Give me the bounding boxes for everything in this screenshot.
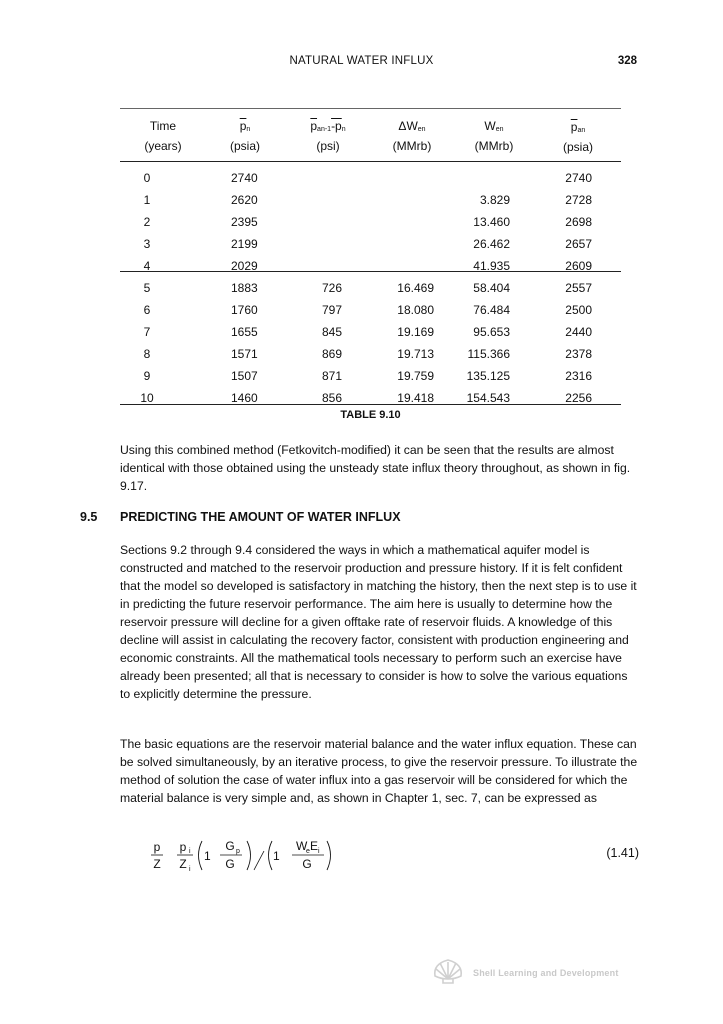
cell-pn: 2199 (231, 237, 258, 251)
eq-g-b: G (302, 857, 312, 871)
cell-pn: 1760 (231, 303, 258, 317)
col-header-pn (222, 116, 268, 156)
table-header-rule (120, 161, 621, 162)
pa-subscript: a (317, 126, 321, 133)
eq-zi-symbol: Z (179, 857, 187, 871)
material-balance-equation (150, 834, 350, 878)
eq-ei-subscript: i (318, 848, 320, 855)
col-header-pressure-drop (296, 116, 360, 156)
cell-time: 5 (143, 281, 151, 295)
cell-delta-we: 16.469 (397, 281, 434, 295)
eq-pi-subscript: i (189, 848, 191, 855)
cell-time: 3 (143, 237, 151, 251)
cell-pressure-drop: 797 (321, 303, 342, 317)
cell-delta-we: 19.759 (397, 369, 434, 383)
cell-time: 9 (143, 369, 151, 383)
shell-logo-icon (431, 956, 465, 986)
pn-subscript: n (246, 126, 251, 133)
page-header-title: NATURAL WATER INFLUX (289, 55, 434, 67)
cell-pa: 2698 (565, 215, 592, 229)
cell-pa: 2657 (565, 237, 592, 251)
cell-pn: 2740 (231, 171, 258, 185)
eq-gp-subscript: p (236, 848, 240, 855)
pa-n-subscript: a (577, 127, 582, 134)
cell-pn: 2395 (231, 215, 258, 229)
eq-we-symbol: W (296, 839, 308, 853)
we-subscript: e (495, 126, 500, 133)
paragraph-basic-equations: The basic equations are the reservoir material balance and the water influx equation. These can be solved simultaneously, by an iterative process, to give the reservoir pressure. To illustrate the method of solution the case of water influx into a gas reservoir will be considered for which the material balance is very simple and, as shown in Chapter 1, sec. 7, can be expressed as (120, 737, 638, 805)
cell-time: 8 (143, 347, 151, 361)
delta-we-subscript: e (417, 126, 422, 133)
cell-pa: 2557 (565, 281, 592, 295)
cell-time: 10 (140, 391, 154, 405)
cell-pn: 1883 (231, 281, 258, 295)
cell-pa: 2740 (565, 171, 592, 185)
eq-lhs-denominator: Z (153, 857, 161, 871)
cell-we: 95.653 (473, 325, 510, 339)
col-header-pa (552, 117, 604, 157)
equation-number: (1.41) (606, 846, 639, 860)
p-subscript: n (341, 126, 346, 133)
we-symbol: W (484, 119, 496, 133)
col-header-delta-we-unit: (MMrb) (392, 139, 432, 153)
cell-pressure-drop: 856 (321, 391, 342, 405)
section-number: 9.5 (80, 510, 98, 524)
delta-we-subsubscript: n (421, 126, 426, 133)
cell-we: 135.125 (466, 369, 510, 383)
pa-n-subsubscript: n (581, 127, 586, 134)
eq-one-a: 1 (204, 849, 211, 863)
col-header-pa-unit: (psia) (562, 140, 593, 154)
eq-one-b: 1 (273, 849, 280, 863)
cell-pa: 2378 (565, 347, 592, 361)
col-header-delta-we (384, 116, 440, 156)
cell-pressure-drop: 726 (321, 281, 342, 295)
cell-we: 154.543 (466, 391, 510, 405)
cell-we: 76.484 (473, 303, 510, 317)
footer-brand-text: Shell Learning and Development (473, 968, 619, 978)
pa-subsubscript: n-1 (320, 126, 332, 133)
cell-time: 2 (143, 215, 151, 229)
table-bottom-rule (120, 404, 621, 405)
cell-pressure-drop: 869 (321, 347, 342, 361)
cell-delta-we: 18.080 (397, 303, 434, 317)
minus-p-symbol: -p (331, 119, 342, 133)
cell-time: 4 (143, 259, 151, 273)
cell-pa: 2440 (565, 325, 592, 339)
eq-ei-symbol: E (310, 839, 319, 853)
cell-pn: 1507 (231, 369, 258, 383)
cell-pn: 1655 (231, 325, 258, 339)
cell-we: 3.829 (479, 193, 510, 207)
col-header-time-unit: (years) (144, 139, 182, 153)
col-header-time (130, 116, 196, 156)
col-header-time-label: Time (149, 119, 177, 133)
cell-pa: 2256 (565, 391, 592, 405)
cell-delta-we: 19.418 (397, 391, 434, 405)
paragraph-predicting-influx: Sections 9.2 through 9.4 considered the ways in which a mathematical aquifer model is constructed and matched to the reservoir production and pressure history. If it is felt confident that the model so developed is satisfactory in matching the history, then the next step is to use it in predicting the future reservoir performance. The aim here is usually to determine how the reservoir pressure will decline for a given offtake rate of reservoir fluids. A knowledge of this decline will assist in calculating the recovery factor, consistent with production engineering and economic constraints. All the mathematical tools necessary to perform such an exercise have already been presented; all that is necessary to consider is how to solve the various equations to explicitly determine the pressure. (120, 543, 637, 701)
cell-we: 115.366 (467, 347, 510, 361)
col-header-we (466, 116, 522, 156)
table-top-rule (120, 108, 621, 109)
cell-time: 6 (143, 303, 151, 317)
cell-pn: 1571 (231, 347, 258, 361)
col-header-pn-unit: (psia) (229, 139, 260, 153)
cell-we: 13.460 (473, 215, 510, 229)
cell-pn: 2620 (231, 193, 258, 207)
cell-delta-we: 19.713 (397, 347, 434, 361)
cell-we: 26.462 (473, 237, 510, 251)
cell-pn: 2029 (231, 259, 258, 273)
cell-delta-we: 19.169 (397, 325, 434, 339)
cell-pa: 2728 (565, 193, 592, 207)
col-header-pressure-drop-unit: (psi) (316, 139, 340, 153)
cell-pa: 2316 (565, 369, 592, 383)
delta-we-symbol: ΔW (398, 119, 418, 133)
cell-pressure-drop: 845 (321, 325, 342, 339)
cell-pressure-drop: 871 (321, 369, 342, 383)
pn-symbol: $\overline{p}$ (239, 119, 247, 133)
eq-gp-symbol: G (225, 839, 235, 853)
eq-lhs-numerator: p (153, 840, 161, 854)
eq-we-subscript: e (306, 848, 310, 855)
we-subsubscript: n (499, 126, 504, 133)
eq-zi-subscript: i (189, 866, 191, 873)
table-mid-rule (120, 271, 621, 272)
pa-n-symbol: $\overline{p}$ (570, 120, 578, 134)
cell-time: 1 (143, 193, 151, 207)
cell-pa: 2609 (565, 259, 592, 273)
cell-we: 58.404 (473, 281, 510, 295)
pa-symbol: $\overline{p}$ (310, 119, 318, 133)
paragraph-fetkovitch-results: Using this combined method (Fetkovitch-modified) it can be seen that the results are almost identical with those obtained using the unsteady state influx theory throughout, as shown in fig. 9.17. (120, 443, 631, 493)
cell-pn: 1460 (231, 391, 258, 405)
cell-pa: 2500 (565, 303, 592, 317)
cell-time: 7 (143, 325, 151, 339)
section-title: PREDICTING THE AMOUNT OF WATER INFLUX (120, 510, 401, 524)
eq-pi-symbol: p (179, 840, 187, 854)
table-caption: TABLE 9.10 (340, 409, 401, 421)
eq-g-a: G (225, 857, 235, 871)
col-header-we-unit: (MMrb) (474, 139, 514, 153)
cell-time: 0 (143, 171, 151, 185)
cell-we: 41.935 (473, 259, 510, 273)
page-number: 328 (617, 55, 637, 67)
